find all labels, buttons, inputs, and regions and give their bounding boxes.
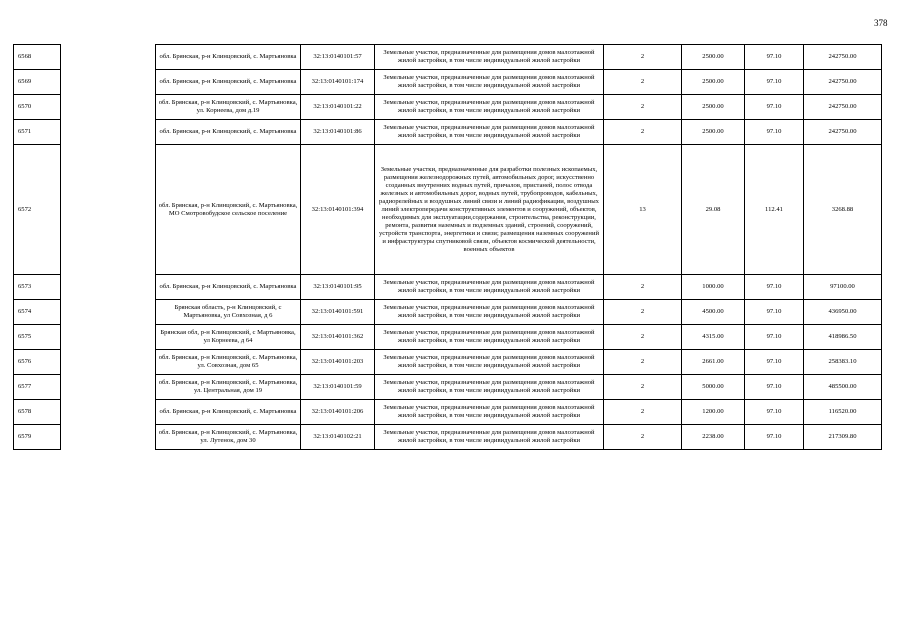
- land-use-cell: Земельные участки, предназначенные для размещения домов малоэтажной жилой застройки, в том числе индивидуальной жилой застройки: [375, 325, 604, 350]
- cadastral-value-cell: 258383.10: [804, 350, 882, 375]
- cadastral-value-cell: 242750.00: [804, 45, 882, 70]
- table-row: [14, 120, 882, 145]
- cadastral-number-cell: 32:13:0140101:203: [301, 350, 375, 375]
- land-use-cell: Земельные участки, предназначенные для размещения домов малоэтажной жилой застройки, в том числе индивидуальной жилой застройки: [375, 400, 604, 425]
- address-cell: Брянская обл, р-н Клинцовский, с Мартьяновка, ул Корнеева, д 64: [156, 325, 301, 350]
- address-cell: обл. Брянская, р-н Клинцовский, с. Мартьяновка: [156, 45, 301, 70]
- cadastral-value-cell: 242750.00: [804, 70, 882, 95]
- area-cell: 29.08: [682, 145, 745, 275]
- land-use-cell: Земельные участки, предназначенные для размещения домов малоэтажной жилой застройки, в том числе индивидуальной жилой застройки: [375, 70, 604, 95]
- area-cell: 1000.00: [682, 275, 745, 300]
- row-number-cell: 6568: [14, 45, 61, 70]
- table-row: [14, 300, 882, 325]
- table-row: [14, 325, 882, 350]
- table-row: [14, 425, 882, 450]
- area-cell: 2661.00: [682, 350, 745, 375]
- row-number-cell: 6572: [14, 145, 61, 275]
- cadastral-number-cell: 32:13:0140101:206: [301, 400, 375, 425]
- table-row: [14, 400, 882, 425]
- land-use-cell: Земельные участки, предназначенные для размещения домов малоэтажной жилой застройки, в том числе индивидуальной жилой застройки: [375, 375, 604, 400]
- spacer-cell: [61, 45, 156, 70]
- specific-value-cell: 97.10: [745, 275, 804, 300]
- spacer-cell: [61, 325, 156, 350]
- land-use-cell: Земельные участки, предназначенные для размещения домов малоэтажной жилой застройки, в том числе индивидуальной жилой застройки: [375, 350, 604, 375]
- specific-value-cell: 97.10: [745, 400, 804, 425]
- row-number-cell: 6575: [14, 325, 61, 350]
- group-cell: 2: [604, 45, 682, 70]
- group-cell: 2: [604, 425, 682, 450]
- table-row: [14, 275, 882, 300]
- table-row: [14, 95, 882, 120]
- row-number-cell: 6569: [14, 70, 61, 95]
- address-cell: Брянская область, р-н Клинцовский, с Мартьяновка, ул Совхозная, д 6: [156, 300, 301, 325]
- group-cell: 2: [604, 325, 682, 350]
- area-cell: 2500.00: [682, 70, 745, 95]
- land-use-cell: Земельные участки, предназначенные для разработки полезных ископаемых, размещения железнодорожных путей, автомобильных дорог, искусственно созданных внутренних водных путей, причалов, пристаней, полос отвода железных и автомобильных дорог, водных путей, трубопроводов, кабельных, радиорелейных и воздушных линий связи и линий радиофикации, воздушных линий электропередачи конструктивных элементов и сооружений, объектов, необходимых для эксплуатации,содержания, строительства, реконструкции, ремонта, развития наземных и подземных зданий, строений, сооружений, устройств транспорта, энергетики и связи; размещения наземных сооружений и инфраструктуры спутниковой связи, объектов космической деятельности, военных объектов: [375, 145, 604, 275]
- cadastral-value-table: [13, 44, 882, 450]
- specific-value-cell: 97.10: [745, 350, 804, 375]
- cadastral-number-cell: 32:13:0140101:22: [301, 95, 375, 120]
- land-use-cell: Земельные участки, предназначенные для размещения домов малоэтажной жилой застройки, в том числе индивидуальной жилой застройки: [375, 120, 604, 145]
- spacer-cell: [61, 120, 156, 145]
- specific-value-cell: 97.10: [745, 375, 804, 400]
- cadastral-number-cell: 32:13:0140102:21: [301, 425, 375, 450]
- cadastral-value-cell: 418986.50: [804, 325, 882, 350]
- specific-value-cell: 97.10: [745, 325, 804, 350]
- address-cell: обл. Брянская, р-н Клинцовский, с. Мартьяновка, ул. Лутенок, дом 30: [156, 425, 301, 450]
- specific-value-cell: 97.10: [745, 300, 804, 325]
- table-row: [14, 350, 882, 375]
- area-cell: 5000.00: [682, 375, 745, 400]
- address-cell: обл. Брянская, р-н Клинцовский, с. Мартьяновка: [156, 70, 301, 95]
- area-cell: 2500.00: [682, 120, 745, 145]
- cadastral-number-cell: 32:13:0140101:95: [301, 275, 375, 300]
- row-number-cell: 6576: [14, 350, 61, 375]
- row-number-cell: 6571: [14, 120, 61, 145]
- cadastral-number-cell: 32:13:0140101:86: [301, 120, 375, 145]
- spacer-cell: [61, 400, 156, 425]
- specific-value-cell: 97.10: [745, 95, 804, 120]
- table-row: [14, 145, 882, 275]
- area-cell: 4315.00: [682, 325, 745, 350]
- spacer-cell: [61, 350, 156, 375]
- row-number-cell: 6573: [14, 275, 61, 300]
- spacer-cell: [61, 375, 156, 400]
- land-use-cell: Земельные участки, предназначенные для размещения домов малоэтажной жилой застройки, в том числе индивидуальной жилой застройки: [375, 300, 604, 325]
- land-use-cell: Земельные участки, предназначенные для размещения домов малоэтажной жилой застройки, в том числе индивидуальной жилой застройки: [375, 45, 604, 70]
- group-cell: 2: [604, 300, 682, 325]
- cadastral-value-cell: 3268.88: [804, 145, 882, 275]
- specific-value-cell: 97.10: [745, 120, 804, 145]
- spacer-cell: [61, 425, 156, 450]
- cadastral-number-cell: 32:13:0140101:591: [301, 300, 375, 325]
- cadastral-number-cell: 32:13:0140101:174: [301, 70, 375, 95]
- table-row: [14, 70, 882, 95]
- area-cell: 1200.00: [682, 400, 745, 425]
- spacer-cell: [61, 145, 156, 275]
- cadastral-value-cell: 97100.00: [804, 275, 882, 300]
- cadastral-value-cell: 217309.80: [804, 425, 882, 450]
- row-number-cell: 6577: [14, 375, 61, 400]
- group-cell: 2: [604, 400, 682, 425]
- cadastral-number-cell: 32:13:0140101:57: [301, 45, 375, 70]
- address-cell: обл. Брянская, р-н Клинцовский, с. Мартьяновка: [156, 120, 301, 145]
- land-use-cell: Земельные участки, предназначенные для размещения домов малоэтажной жилой застройки, в том числе индивидуальной жилой застройки: [375, 95, 604, 120]
- cadastral-number-cell: 32:13:0140101:362: [301, 325, 375, 350]
- cadastral-value-cell: 485500.00: [804, 375, 882, 400]
- address-cell: обл. Брянская, р-н Клинцовский, с. Мартьяновка, ул. Центральная, дом 19: [156, 375, 301, 400]
- cadastral-value-cell: 436950.00: [804, 300, 882, 325]
- land-use-cell: Земельные участки, предназначенные для размещения домов малоэтажной жилой застройки, в том числе индивидуальной жилой застройки: [375, 425, 604, 450]
- row-number-cell: 6574: [14, 300, 61, 325]
- spacer-cell: [61, 95, 156, 120]
- address-cell: обл. Брянская, р-н Клинцовский, с. Мартьяновка: [156, 275, 301, 300]
- area-cell: 2238.00: [682, 425, 745, 450]
- specific-value-cell: 112.41: [745, 145, 804, 275]
- group-cell: 2: [604, 375, 682, 400]
- cadastral-number-cell: 32:13:0140101:59: [301, 375, 375, 400]
- area-cell: 2500.00: [682, 45, 745, 70]
- address-cell: обл. Брянская, р-н Клинцовский, с. Мартьяновка, МО Смотровобудское сельское поселение: [156, 145, 301, 275]
- cadastral-value-cell: 242750.00: [804, 95, 882, 120]
- spacer-cell: [61, 275, 156, 300]
- specific-value-cell: 97.10: [745, 70, 804, 95]
- cadastral-value-cell: 116520.00: [804, 400, 882, 425]
- group-cell: 2: [604, 70, 682, 95]
- row-number-cell: 6579: [14, 425, 61, 450]
- land-use-cell: Земельные участки, предназначенные для размещения домов малоэтажной жилой застройки, в том числе индивидуальной жилой застройки: [375, 275, 604, 300]
- row-number-cell: 6578: [14, 400, 61, 425]
- spacer-cell: [61, 70, 156, 95]
- group-cell: 2: [604, 350, 682, 375]
- area-cell: 2500.00: [682, 95, 745, 120]
- group-cell: 13: [604, 145, 682, 275]
- cadastral-number-cell: 32:13:0140101:394: [301, 145, 375, 275]
- spacer-cell: [61, 300, 156, 325]
- table-row: [14, 45, 882, 70]
- address-cell: обл. Брянская, р-н Клинцовский, с. Мартьяновка, ул. Корнеева, дом д.19: [156, 95, 301, 120]
- group-cell: 2: [604, 95, 682, 120]
- group-cell: 2: [604, 275, 682, 300]
- group-cell: 2: [604, 120, 682, 145]
- address-cell: обл. Брянская, р-н Клинцовский, с. Мартьяновка: [156, 400, 301, 425]
- specific-value-cell: 97.10: [745, 45, 804, 70]
- specific-value-cell: 97.10: [745, 425, 804, 450]
- area-cell: 4500.00: [682, 300, 745, 325]
- table-row: [14, 375, 882, 400]
- cadastral-value-cell: 242750.00: [804, 120, 882, 145]
- row-number-cell: 6570: [14, 95, 61, 120]
- page-number: 378: [874, 18, 888, 28]
- address-cell: обл. Брянская, р-н Клинцовский, с. Мартьяновка, ул. Совхозная, дом 65: [156, 350, 301, 375]
